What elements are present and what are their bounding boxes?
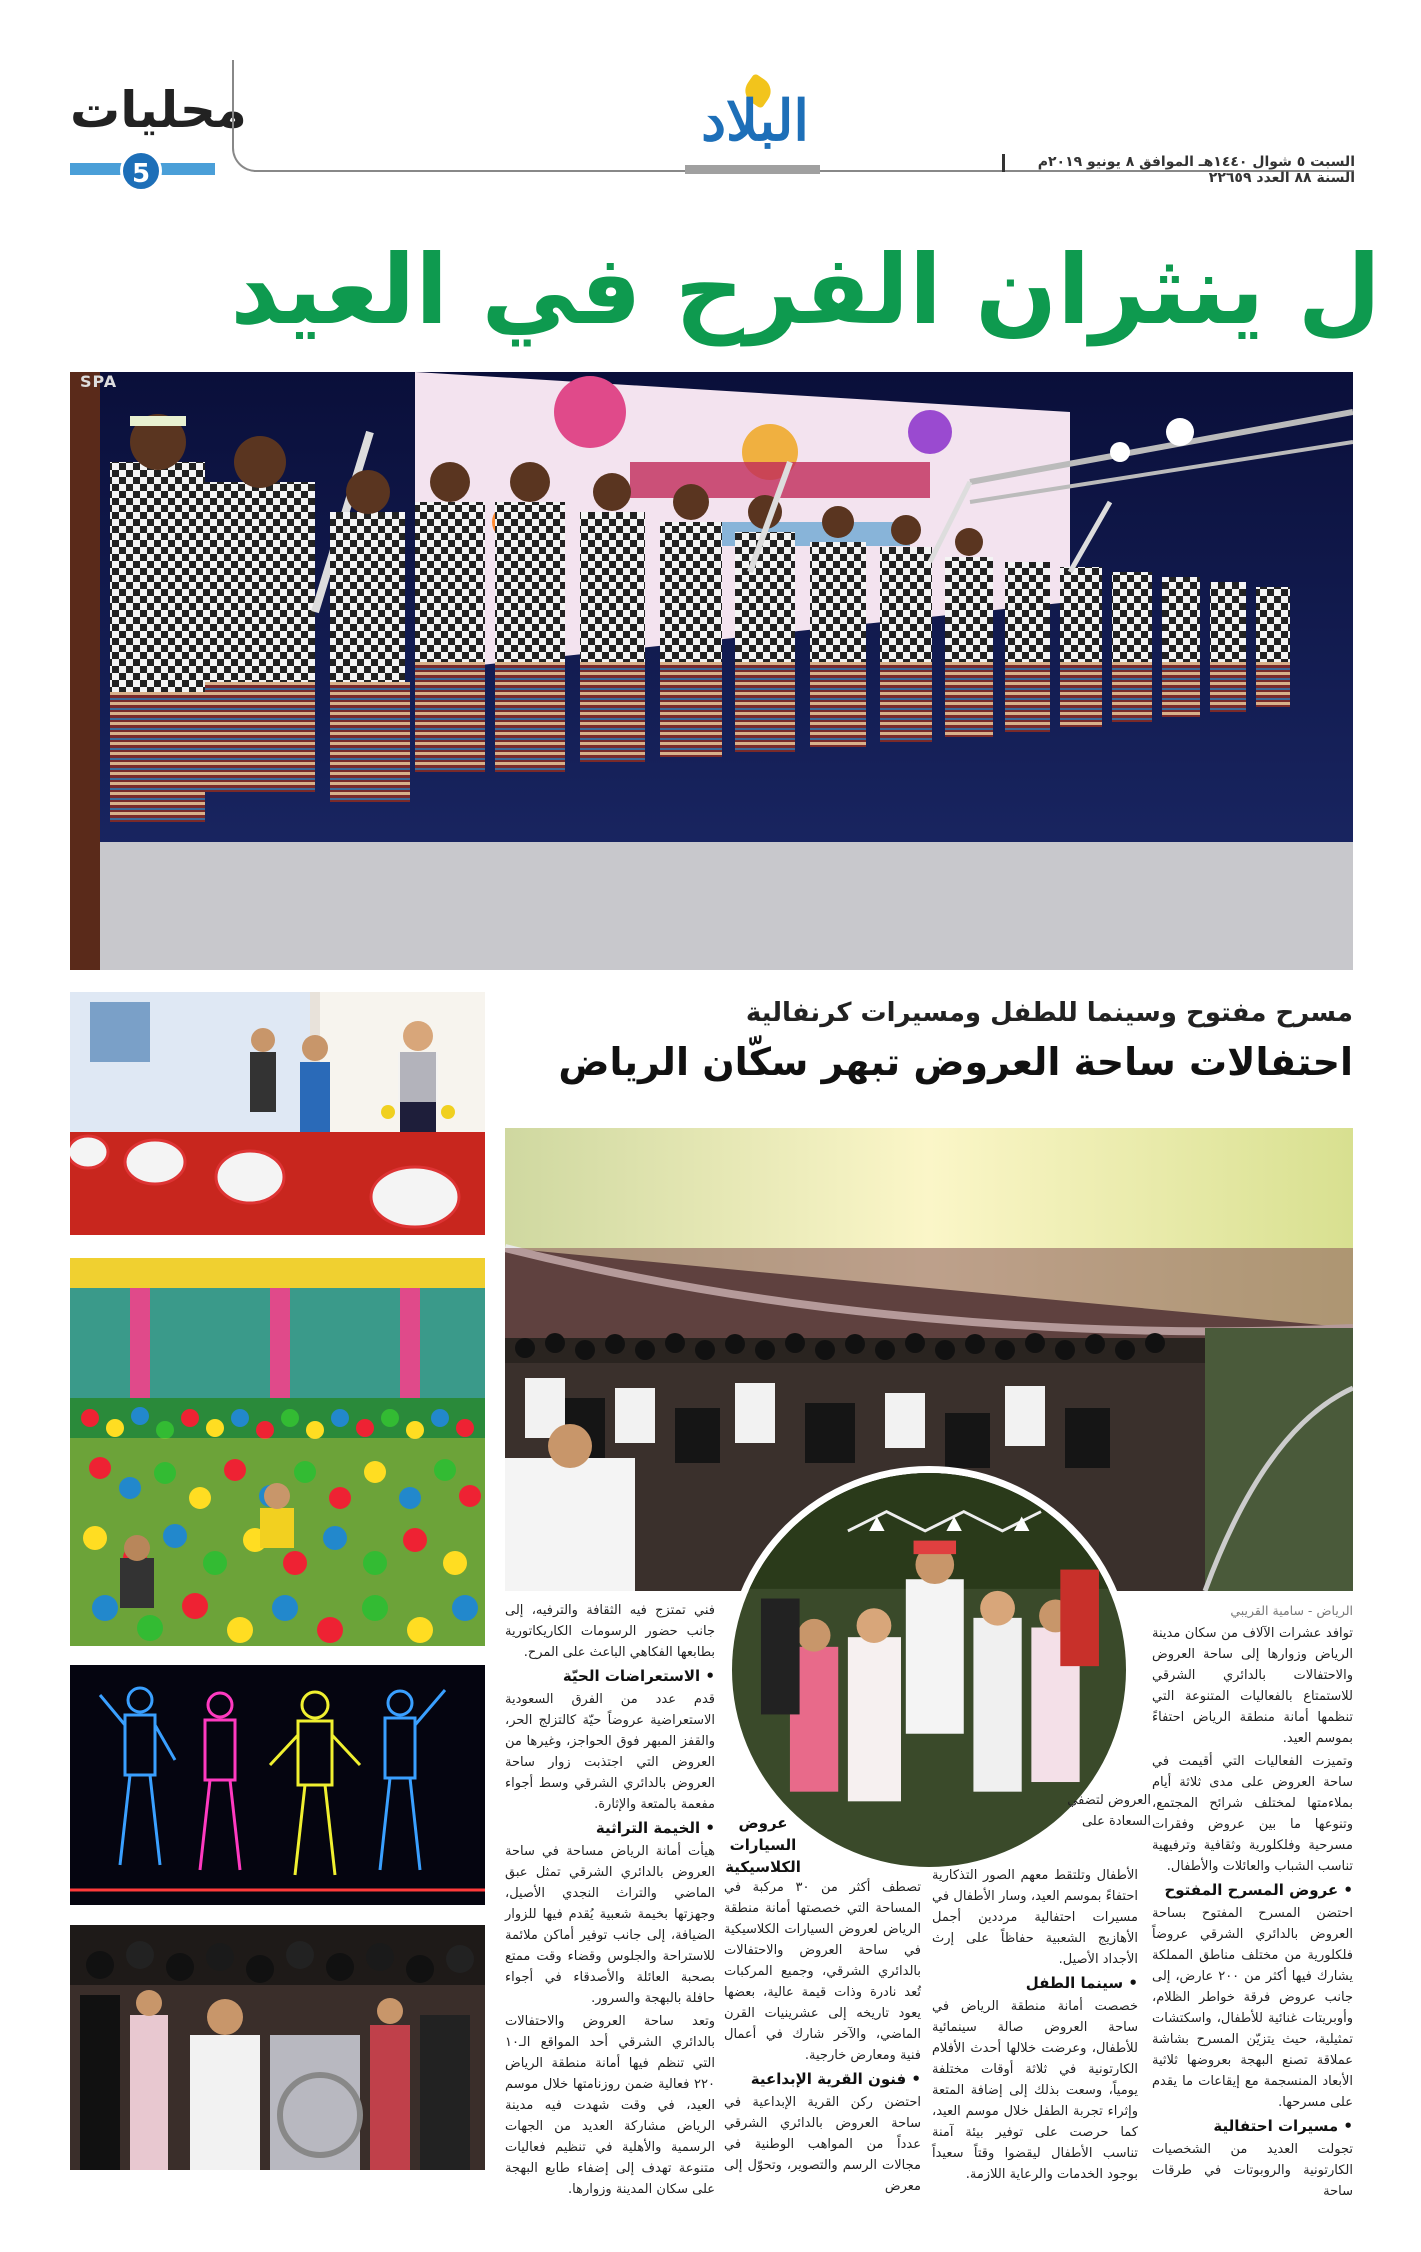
section-title: محليات: [70, 81, 247, 139]
paragraph: فني تمتزج فيه الثقافة والترفيه، إلى جانب حضور الرسومات الكاريكاتورية بطابعها الفكاهي الباعث على المرح.: [505, 1603, 715, 1660]
photo-crowd-families: [70, 1925, 485, 2170]
header-rule-corner: [232, 60, 256, 172]
subheading-live-shows: • الاستعراضات الحيّة: [562, 1667, 715, 1685]
dateline: السبت ٥ شوال ١٤٤٠هـ الموافق ٨ يونيو ٢٠١٩م السنة ٨٨ العدد ٢٢٦٥٩: [1037, 154, 1355, 186]
article-byline: الرياض - سامية القريبي: [1230, 1603, 1353, 1618]
paragraph: احتضن ركن القرية الإبداعية في ساحة العروض بالدائري الشرقي عدداً من المواهب الوطنية في مجالات الرسم والتصوير، وتحوّل إلى معرض: [724, 2095, 921, 2194]
dancers-illustration: [70, 372, 1353, 970]
subheading-classic-cars: عروض السيارات الكلاسيكية: [725, 1814, 801, 1876]
article-column-2: [932, 1865, 1138, 2187]
article-column-3: [724, 1877, 921, 2199]
logo-text: البلاد: [701, 88, 809, 154]
crowd-illustration: [70, 1925, 485, 2170]
subheading-creative-village: • فنون القرية الإبداعية: [750, 2070, 921, 2088]
article-column-1: [1152, 1600, 1353, 2204]
ball-pit-illustration: [70, 1258, 485, 1646]
paragraph: هيأت أمانة الرياض مساحة في ساحة العروض بالدائري الشرقي تمثل عبق الماضي والتراث النجدي الأصيل، وجهزتها بخيمة شعبية يُقدم فيها للزوار الضيافة، إلى جانب توفير أماكن ملائمة للاستراحة والجلوس وقضاء وقت ممتع بصحبة العائلة والأصدقاء في أجواء حافلة بالبهجة والسرور.: [505, 1844, 715, 2006]
paragraph: قدم عدد من الفرق السعودية الاستعراضية عروضاً حيّة كالتزلج الحر، والقفز المبهر فوق الحواجز، وغيرها من العروض التي اجتذبت زوار ساحة العروض بالدائري الشرقي وسط أجواء مفعمة بالمتعة والإثارة.: [505, 1692, 715, 1812]
subheading-open-theatre: • عروض المسرح المفتوح: [1164, 1881, 1353, 1899]
article-kicker: مسرح مفتوح وسينما للطفل ومسيرات كرنفالية: [745, 998, 1353, 1028]
photo-credit: SPA: [80, 372, 118, 391]
subheading-parades: • مسيرات احتفالية: [1213, 2117, 1353, 2135]
paragraph: وتميزت الفعاليات التي أقيمت في ساحة العروض على مدى ثلاثة أيام بملاءمتها لمختلف شرائح المجتمع، وتنوعها ما بين عروض وفقرات مسرحية وفلكلورية وثقافية وترفيهية تناسب الشباب والعائلات والأطفال.: [1152, 1754, 1353, 1874]
hero-photo-folk-dancers: [70, 372, 1353, 970]
neon-illustration: [70, 1665, 485, 1905]
paragraph: توافد عشرات الآلاف من سكان مدينة الرياض وزوارها إلى ساحة العروض والاحتفالات بالدائري الشرقي للاستمتاع بالفعاليات المتنوعة التي تنظمها أمانة منطقة الرياض احتفاءً بموسم العيد.: [1152, 1626, 1353, 1746]
paragraph: تصطف أكثر من ٣٠ مركبة في المساحة التي خصصتها أمانة منطقة الرياض لعروض السيارات الكلاسيكية في ساحة العروض والاحتفالات بالدائري الشرقي، وجميع المركبات تُعد نادرة وذات قيمة عالية، بعضها يعود تاريخه إلى عشرينيات القرن الماضي، والآخر شارك في أعمال فنية ومعارض خارجية.: [724, 1880, 921, 2063]
page-number-badge: 5: [120, 150, 162, 192]
banner-headline-text: ل ينثران الفرح في العيد: [230, 234, 1381, 346]
paragraph: وتعد ساحة العروض والاحتفالات بالدائري الشرقي أحد المواقع الـ١٠ التي تنظم فيها أمانة منطقة الرياض ٢٢٠ فعالية ضمن روزنامتها خلال موسم العيد، في وقت شهدت فيه مدينة الرياض مشاركة العديد من الجهات الرسمية والأهلية في تنظيم فعاليات متنوعة تهدف إلى إضفاء طابع البهجة على سكان المدينة وزوارها.: [505, 2014, 715, 2197]
photo-kids-playing-baskets: [70, 992, 485, 1235]
kids-illustration: [70, 992, 485, 1235]
paragraph: احتضن المسرح المفتوح بساحة العروض بالدائري الشرقي عروضاً فلكلورية من مختلف مناطق المملكة يشارك فيها أكثر من ٢٠٠ عارض، إلى جانب عروض فرقة خواطر الظلام، وأوبريتات غنائية للأطفال، واسكتشات تمثيلية، حيث يتزيّن المسرح بشاشة عملاقة تصنع البهجة بعروضها ثلاثية الأبعاد المنسجمة مع إيقاعات ما يقدم على مسرحها.: [1152, 1906, 1353, 2110]
paragraph: خصصت أمانة منطقة الرياض في ساحة العروض صالة سينمائية للأطفال، وعرضت خلالها أحدث الأفلام الكارتونية في ثلاثة أوقات مختلفة يومياً، وسعت بذلك إلى إضافة المتعة وإثراء تجربة الطفل خلال موسم العيد، كما حرصت على توفير بيئة آمنة تناسب الأطفال ليقضوا وقتاً سعيداً بوجود الخدمات والرعاية اللازمة.: [932, 1999, 1138, 2182]
paragraph: الأطفال وتلتقط معهم الصور التذكارية احتفاءً بموسم العيد، وسار الأطفال في مسيرات احتفالية مرددين أجمل الأهازيج الشعبية حفاظاً على إرث الأجداد الأصيل.: [932, 1868, 1138, 1967]
newspaper-logo: [685, 78, 825, 168]
photo-ball-pit: [70, 1258, 485, 1646]
logo-underline: [685, 165, 820, 174]
photo-neon-dancers: [70, 1665, 485, 1905]
subheading-heritage-tent: • الخيمة التراثية: [595, 1819, 715, 1837]
article-column-2-lead: العروض لتضفي السعادة على: [1067, 1793, 1151, 1829]
paragraph: تجولت العديد من الشخصيات الكارتونية والروبوتات في طرقات ساحة: [1152, 2142, 1353, 2199]
article-headline: احتفالات ساحة العروض تبهر سكّان الرياض: [558, 1040, 1353, 1084]
article-column-4: [505, 1600, 715, 2202]
banner-headline: [70, 230, 1381, 350]
subheading-children-cinema: • سينما الطفل: [1025, 1974, 1138, 1992]
